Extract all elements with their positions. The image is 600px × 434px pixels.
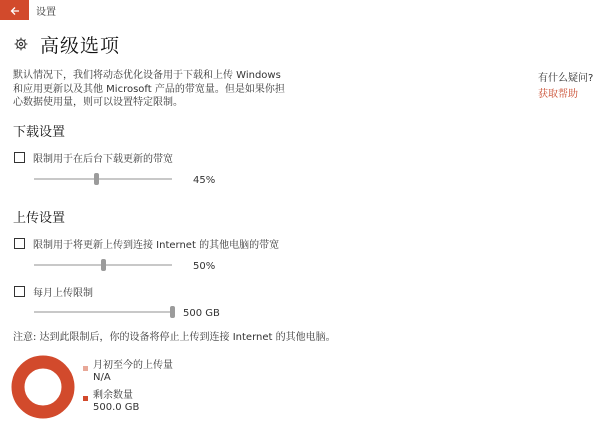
remaining-ring bbox=[18, 362, 68, 412]
back-button[interactable] bbox=[0, 0, 29, 20]
monthly-slider-value: 500 GB bbox=[183, 308, 220, 319]
get-help-link[interactable]: 获取帮助 bbox=[538, 89, 578, 100]
download-limit-label: 限制用于在后台下载更新的带宽 bbox=[33, 154, 173, 165]
monthly-upload-limit-checkbox[interactable] bbox=[14, 286, 25, 297]
title-bar bbox=[0, 0, 600, 20]
upload-limit-checkbox[interactable] bbox=[14, 238, 25, 249]
upload-limit-label: 限制用于将更新上传到连接 Internet 的其他电脑的带宽 bbox=[33, 240, 280, 251]
limit-note: 注意: 达到此限制后，你的设备将停止上传到连接 Internet 的其他电脑。 bbox=[13, 332, 336, 343]
monthly-upload-slider[interactable] bbox=[34, 306, 172, 318]
download-limit-checkbox[interactable] bbox=[14, 152, 25, 163]
page-title: 高级选项 bbox=[40, 34, 121, 57]
remaining-swatch bbox=[83, 396, 88, 401]
uploaded-swatch bbox=[83, 366, 88, 371]
gear-icon bbox=[13, 36, 29, 52]
upload-slider-value: 50% bbox=[193, 261, 216, 272]
slider-track bbox=[34, 178, 172, 180]
slider-thumb[interactable] bbox=[170, 306, 175, 318]
upload-settings-heading: 上传设置 bbox=[13, 211, 66, 226]
download-limit-option[interactable] bbox=[14, 150, 173, 165]
window-title: 设置 bbox=[36, 7, 56, 18]
monthly-upload-limit-option[interactable] bbox=[14, 284, 93, 299]
intro-text: 默认情况下，我们将动态优化设备用于下载和上传 Windows 和应用更新以及其他 Microsoft 产品的带宽量。但是如果你担心数据使用量，则可以设置特定限制。 bbox=[13, 70, 285, 108]
slider-thumb[interactable] bbox=[101, 259, 106, 271]
back-arrow-icon bbox=[10, 1, 20, 20]
download-slider-value: 45% bbox=[193, 175, 216, 186]
slider-track bbox=[34, 311, 172, 313]
page-header bbox=[13, 32, 120, 56]
help-question: 有什么疑问? bbox=[538, 73, 594, 84]
upload-bandwidth-slider[interactable] bbox=[34, 259, 172, 271]
uploaded-label: 月初至今的上传量 bbox=[93, 360, 173, 371]
monthly-upload-limit-label: 每月上传限制 bbox=[33, 288, 93, 299]
uploaded-value: N/A bbox=[93, 372, 111, 383]
usage-donut-chart bbox=[11, 355, 75, 419]
slider-thumb[interactable] bbox=[94, 173, 99, 185]
legend-remaining bbox=[83, 390, 139, 414]
legend-uploaded bbox=[83, 360, 173, 384]
download-settings-heading: 下载设置 bbox=[13, 125, 66, 140]
upload-limit-option[interactable] bbox=[14, 236, 279, 251]
download-bandwidth-slider[interactable] bbox=[34, 173, 172, 185]
remaining-label: 剩余数量 bbox=[93, 390, 133, 401]
remaining-value: 500.0 GB bbox=[93, 402, 140, 413]
